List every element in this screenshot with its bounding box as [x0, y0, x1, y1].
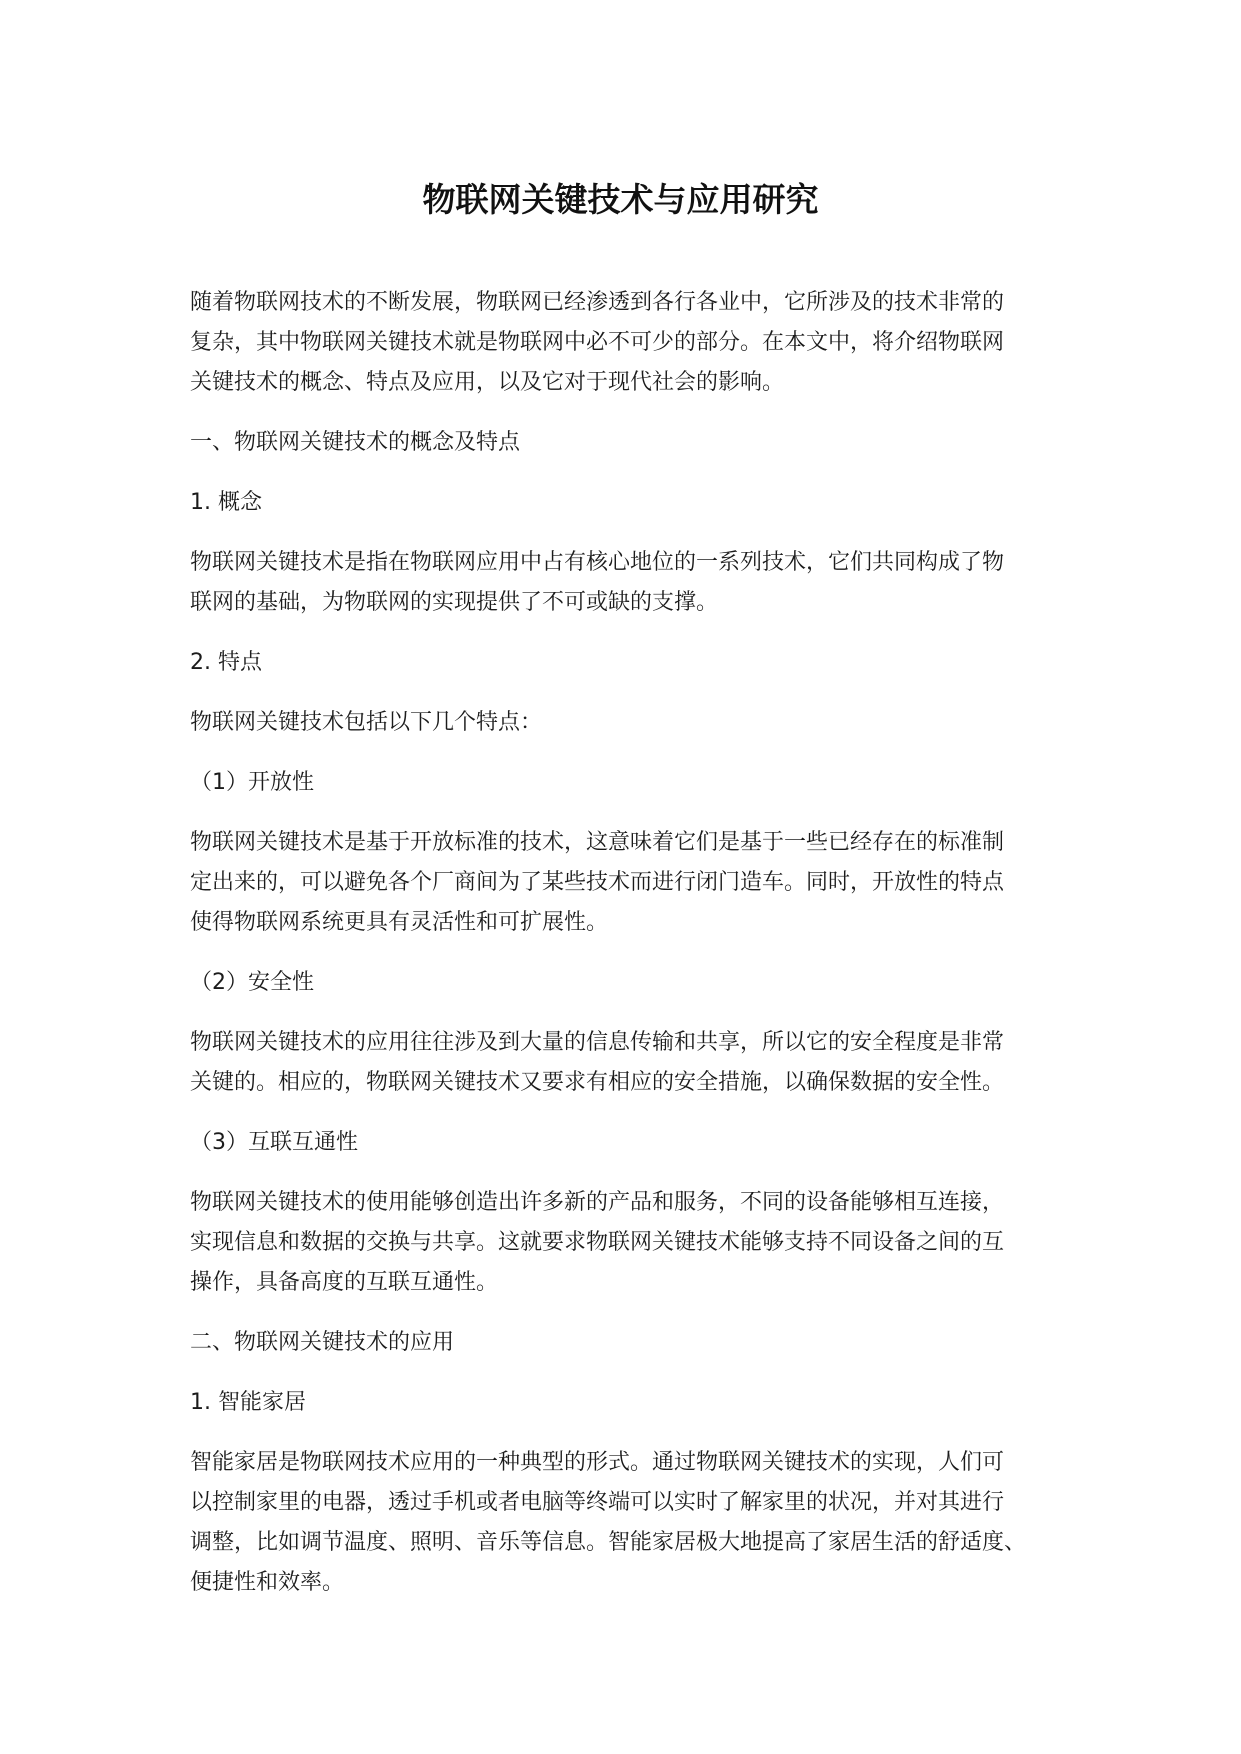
- features-intro-paragraph: 物联网关键技术包括以下几个特点：: [190, 710, 543, 735]
- intro-paragraph: 随着物联网技术的不断发展，物联网已经渗透到各行各业中，它所涉及的技术非常的 复杂，其中物联网关键技术就是物联网中必不可少的部分。在本文中，将介绍物联网 关键技术的概念、特点及应用，以及它对于现代社会的影响。: [190, 290, 1005, 395]
- feature-heading-openness: （1）开放性: [190, 770, 314, 795]
- section-heading-applications: 二、物联网关键技术的应用: [190, 1330, 455, 1355]
- subsection-heading-smart-home: 1. 智能家居: [190, 1390, 306, 1415]
- document-body: [190, 283, 1050, 1603]
- openness-paragraph: 物联网关键技术是基于开放标准的技术，这意味着它们是基于一些已经存在的标准制 定出来的，可以避免各个厂商间为了某些技术而进行闭门造车。同时，开放性的特点 使得物联网系统更具有灵活性和可扩展性。: [190, 830, 1005, 935]
- section-heading-concepts: 一、物联网关键技术的概念及特点: [190, 430, 521, 455]
- smart-home-paragraph: 智能家居是物联网技术应用的一种典型的形式。通过物联网关键技术的实现，人们可 以控制家里的电器，透过手机或者电脑等终端可以实时了解家里的状况，并对其进行 调整，比如调节温度、照明、音乐等信息。智能家居极大地提高了家居生活的舒适度、 便捷性和效率。: [190, 1450, 1027, 1595]
- concept-paragraph: 物联网关键技术是指在物联网应用中占有核心地位的一系列技术，它们共同构成了物 联网的基础，为物联网的实现提供了不可或缺的支撑。: [190, 550, 1005, 615]
- security-paragraph: 物联网关键技术的应用往往涉及到大量的信息传输和共享，所以它的安全程度是非常 关键的。相应的，物联网关键技术又要求有相应的安全措施，以确保数据的安全性。: [190, 1030, 1005, 1095]
- subsection-heading-concept: 1. 概念: [190, 490, 262, 515]
- feature-heading-interoperability: （3）互联互通性: [190, 1130, 358, 1155]
- subsection-heading-features: 2. 特点: [190, 650, 262, 675]
- feature-heading-security: （2）安全性: [190, 970, 314, 995]
- interoperability-paragraph: 物联网关键技术的使用能够创造出许多新的产品和服务，不同的设备能够相互连接， 实现信息和数据的交换与共享。这就要求物联网关键技术能够支持不同设备之间的互 操作，具备高度的互联互通性。: [190, 1190, 1005, 1295]
- document-title: 物联网关键技术与应用研究: [422, 180, 819, 219]
